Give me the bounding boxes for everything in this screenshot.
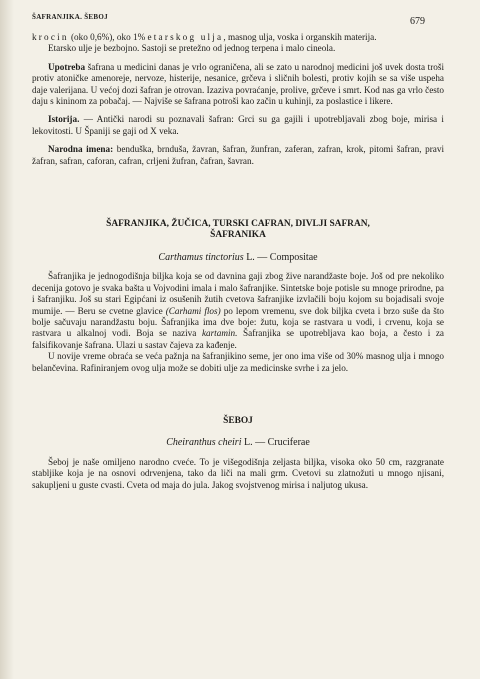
term-krocin: krocin [32, 32, 69, 42]
page-gutter-shadow [0, 0, 14, 679]
paragraph-essential-oil: Etarsko ulje je bezbojno. Sastoji se pretežno od jednog terpena i malo cineola. [48, 43, 336, 54]
latin-name-carthamus: Carthamus tinctorius L. — Compositae [158, 251, 318, 263]
paragraph-folk-names: Narodna imena: benduška, brnduša, žavran, šafran, žunfran, zaferan, zafran, krok, pitomi šafran, pravi žafran, safran, caforan, cafran, crljeni žufran, čafran, šavran. [32, 144, 444, 166]
paragraph-safranjika-description: Šafranjika je jednogodišnja biljka koja se od davnina gaji zbog žive narandžaste boje. Još od pre nekoliko decenija gotovo je svaka bašta u Vojvodini imala i malo šafranjike. Sintetske boje potisle su mnoge prirodne, pa i šafranjiku. Još su stari Egipćani iz osušenih žutih cvetova šafranjike izvlačili boju kojom su bojadisali svoje mumije. — Beru se cvetne glavice (Carhami flos) po lepom vremenu, sve dok biljka cveta i brzo suše da što bolje sačuvaju narandžastu boju. Šafranjika ima dve boje: žutu, koja se rastvara u vodi, i crvenu, koja se rastvara u alkalnoj vodi. Boja se naziva kartamin. Šafranjika se upotrebljava kao boja, a često i za falsifikovanje šafrana. Ulazi u sastav čajeva za kađenje. [32, 271, 445, 350]
paragraph-history: Istorija. — Antički narodi su poznavali šafran: Grci su ga gajili i upotrebljavali zbog boje, mirisa i lekovitosti. U Španiji se gaji od X veka. [32, 114, 444, 136]
term-etarsko-ulje: etarskog ulja [147, 32, 224, 42]
paragraph-seboj-description: Šeboj je naše omiljeno narodno cveće. To je višegodišnja zeljasta biljka, visoka oko 50 cm, razgranate stabljike koja je na osnovi odrvenjena, tako da liči na mali grm. Cvetovi su zlatnožuti u mnogo njisani, sakupljeni u guste cvasti. Cveta od maja do jula. Jakog svojstvenog mirisa i naljutog ukusa. [32, 456, 444, 490]
paragraph-composition: krocin (oko 0,6%), oko 1% etarskog ulja, masnog ulja, voska i organskih materija. [32, 32, 377, 42]
section-heading-safranjika: ŠAFRANJIKA, ŽUČICA, TURSKI CAFRAN, DIVLJI SAFRAN, ŠAFRANIKA [106, 219, 370, 241]
paragraph-safranjika-seed: U novije vreme obraća se veća pažnja na šafranjikino seme, jer ono ima više od 30% masnog ulja i mnogo belančevina. Rafiniranjem ovog ulja može se dobiti ulje za medicinske svrhe i za jelo. [32, 351, 444, 373]
paragraph-usage: Upotreba šafrana u medicini danas je vrlo ograničena, ali se zato u narodnoj medicini još uvek dosta troši protiv atoničke amenoreje, nervoze, histerije, nesanice, grčeva i sličnih bolesti, protiv kojih se sa više uspeha daje valerijana. U većoj dozi šafran je otrovan. Izaziva povraćanje, prolive, grčeve i smrt. Kod nas ga vrlo često daju s kininom za pobačaj. — Najviše se šafrana potroši kao začin u kuhinji, za poslastice i likere. [32, 61, 444, 107]
running-title: ŠAFRANJIKA. ŠEBOJ [32, 13, 108, 21]
page-number: 679 [410, 16, 425, 27]
latin-name-cheiranthus: Cheiranthus cheiri L. — Cruciferae [166, 437, 310, 449]
page-body [32, 32, 444, 491]
section-heading-seboj: ŠEBOJ [223, 415, 253, 426]
